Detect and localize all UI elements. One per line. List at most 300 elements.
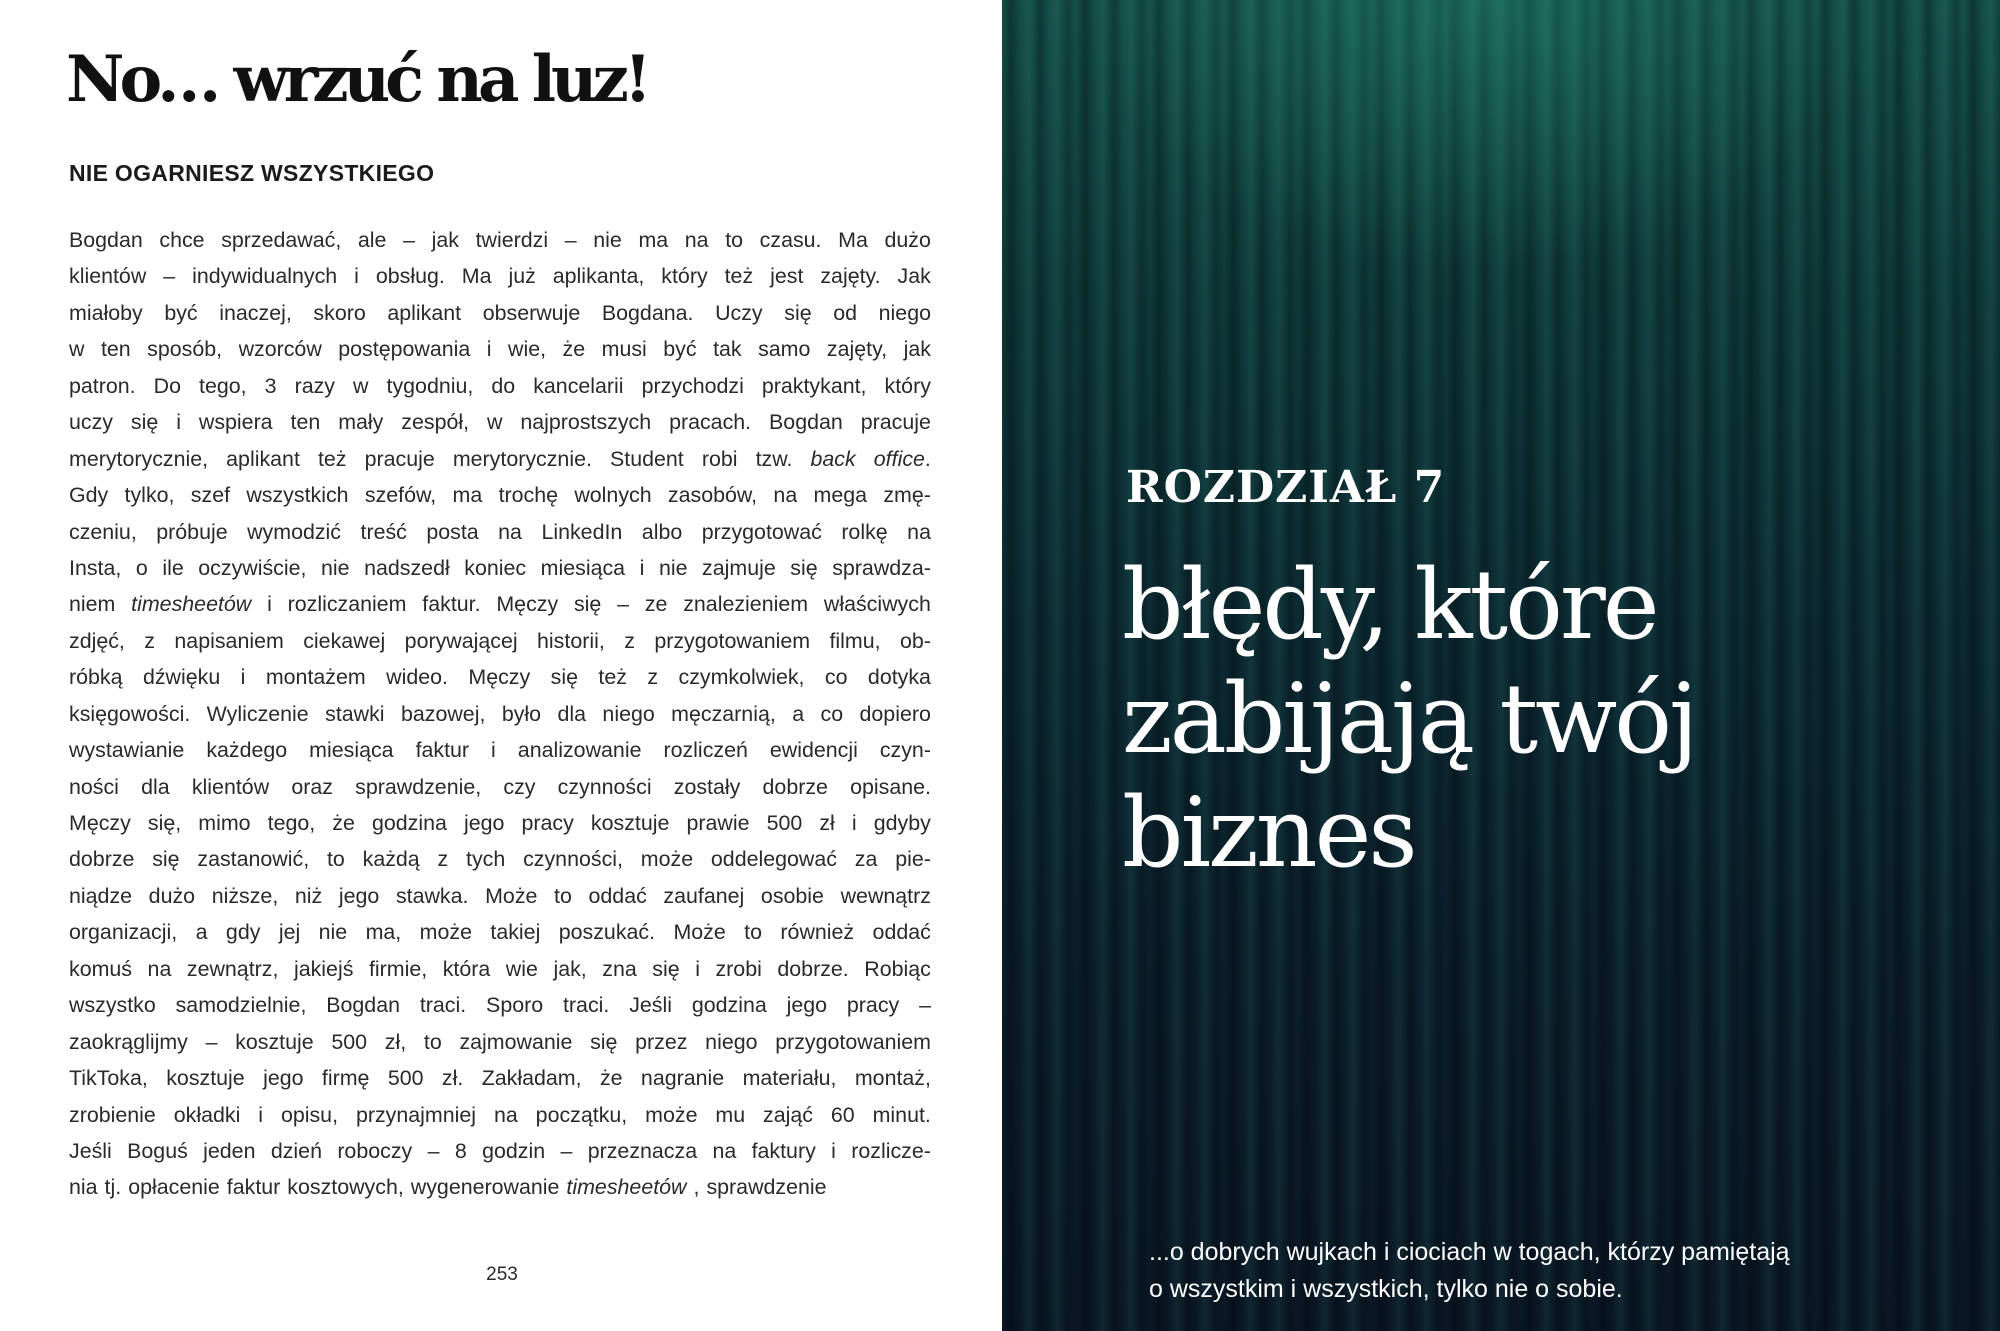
body-word: timesheetów	[131, 592, 252, 617]
body-word: zasobów,	[667, 483, 758, 508]
body-word: czynności,	[523, 847, 623, 872]
body-word: niem	[69, 592, 116, 617]
body-word: skoro	[313, 300, 366, 325]
body-word: pracuje	[364, 446, 435, 471]
body-word: mega	[813, 483, 868, 508]
body-line	[69, 331, 931, 367]
body-word: do	[491, 373, 516, 398]
body-word: Męczy	[496, 592, 559, 617]
body-word: dużo	[884, 228, 931, 252]
body-word: z	[647, 665, 659, 690]
body-word: się	[573, 592, 602, 617]
body-line	[69, 841, 931, 877]
body-word: Do	[153, 373, 181, 398]
body-word: przeznacza	[587, 1138, 698, 1163]
body-word: być	[164, 300, 198, 325]
body-line	[69, 951, 931, 987]
body-word: patron.	[69, 373, 136, 398]
body-word: że	[332, 811, 355, 835]
body-word: 500	[766, 811, 803, 835]
body-word: początku,	[535, 1102, 628, 1127]
body-word: samo	[758, 337, 811, 362]
body-word: Ma	[461, 264, 492, 289]
page-heading: No… wrzuć na luz!	[66, 42, 647, 117]
chapter-quote	[1149, 1234, 1909, 1308]
body-word: nie	[318, 920, 348, 945]
body-line	[69, 477, 931, 513]
body-word: może	[645, 1102, 698, 1127]
body-word: się	[790, 555, 818, 580]
body-word: a	[195, 920, 208, 945]
body-word: bazowej,	[400, 701, 486, 726]
body-line	[69, 732, 931, 768]
body-word: Ma	[838, 228, 868, 252]
body-word: Może	[485, 883, 538, 908]
body-word: zaufanej	[663, 883, 745, 908]
body-word: napisaniem	[174, 628, 284, 653]
body-word: tj.	[104, 1175, 122, 1200]
body-word: wie,	[508, 337, 547, 362]
body-word: zrobienie	[69, 1102, 156, 1127]
body-word: minut.	[872, 1102, 931, 1127]
body-word: czymkolwiek,	[678, 665, 805, 690]
body-word: ewidencji	[769, 738, 858, 763]
body-word: merytorycznie,	[69, 446, 209, 471]
body-word: może	[640, 847, 694, 872]
body-word: przygotowaniem	[775, 1029, 931, 1054]
body-word: że	[599, 1066, 623, 1091]
quote-line: o wszystkim i wszystkich, tylko nie o sobie.	[1149, 1275, 1623, 1303]
body-word: to	[423, 1029, 442, 1054]
body-word: dobrze.	[777, 956, 849, 981]
chapter-title	[1122, 548, 1742, 890]
body-word: a	[792, 701, 805, 726]
body-word: faktury	[751, 1138, 816, 1163]
body-word: ale	[357, 228, 387, 252]
body-word: każdego	[206, 738, 288, 763]
body-word: –	[205, 1029, 218, 1054]
body-line	[69, 805, 931, 841]
body-word: –	[919, 993, 931, 1018]
body-word: wewnątrz	[840, 883, 931, 908]
body-word: wie	[505, 956, 538, 981]
chapter-opener-page	[1002, 0, 2000, 1331]
body-word: 500	[331, 1029, 368, 1054]
body-word: na	[684, 228, 709, 252]
body-word: z	[437, 847, 449, 872]
body-word: firmie,	[368, 956, 428, 981]
body-word: ze	[644, 592, 668, 617]
body-word: zna	[602, 956, 637, 981]
body-word: się	[784, 300, 812, 325]
body-word: zmę-	[883, 483, 931, 508]
body-word: właściwych	[823, 592, 931, 617]
body-word: za	[854, 847, 878, 872]
body-word: i	[491, 738, 496, 763]
body-word: przygotowaniem	[654, 628, 811, 653]
body-word: dla	[141, 774, 170, 799]
body-word: tygodniu,	[386, 373, 474, 398]
body-word: Insta,	[69, 555, 122, 580]
body-word: co	[824, 665, 848, 690]
body-word: faktur	[415, 738, 470, 763]
body-word: –	[564, 228, 577, 252]
body-word: w	[69, 337, 85, 362]
body-word: ma	[452, 483, 483, 508]
body-word: zrobi	[715, 956, 762, 981]
body-word: Boguś	[127, 1138, 188, 1163]
body-word: tych	[466, 847, 506, 872]
body-word: i	[240, 665, 246, 690]
body-line	[69, 550, 931, 586]
body-word: rolkę	[841, 519, 888, 544]
body-line	[69, 514, 931, 550]
body-word: tzw.	[755, 446, 793, 471]
body-line	[69, 368, 931, 404]
body-word: w	[486, 410, 503, 435]
body-word: który	[884, 373, 931, 398]
body-word: przychodzi	[641, 373, 744, 398]
body-word: TikToka,	[69, 1066, 148, 1091]
body-word: też	[598, 665, 627, 690]
body-word: Sporo	[486, 993, 544, 1018]
body-word: opisu,	[280, 1102, 339, 1127]
body-word: nie	[658, 555, 688, 580]
body-word: wystawianie	[69, 738, 185, 763]
body-word: godzina	[691, 993, 767, 1018]
body-word: Bogdana.	[601, 300, 694, 325]
body-line	[69, 696, 931, 732]
body-word: wszystkich	[246, 483, 349, 508]
body-word: z	[624, 628, 635, 653]
body-word: praktykant,	[761, 373, 867, 398]
body-line	[69, 441, 931, 477]
body-word: merytorycznie.	[452, 446, 592, 471]
body-word: jest	[770, 264, 804, 289]
body-word: to	[326, 847, 345, 872]
body-word: czyn-	[879, 738, 931, 763]
body-word: obsług.	[375, 264, 445, 289]
body-word: w	[353, 373, 369, 398]
body-word: montażem	[265, 665, 366, 690]
body-word: musi	[601, 337, 647, 362]
body-word: Jeśli	[69, 1138, 112, 1163]
body-word: –	[427, 1138, 440, 1163]
body-word: aplikant	[387, 300, 462, 325]
body-word: być	[663, 337, 697, 362]
body-word: znalezieniem	[683, 592, 809, 617]
body-word: office.	[873, 446, 931, 471]
body-word: tego,	[199, 373, 247, 398]
body-word: nadszedł	[364, 555, 450, 580]
body-word: wspiera	[198, 410, 273, 435]
body-word: zewnątrz,	[186, 956, 279, 981]
body-word: już	[508, 264, 536, 289]
body-word: okładki	[173, 1102, 241, 1127]
body-word: i	[176, 410, 181, 435]
body-word: wideo.	[386, 665, 448, 690]
body-word: sposób,	[147, 337, 223, 362]
body-word: Bogdan	[69, 228, 143, 252]
body-word: też	[724, 264, 754, 289]
body-word: oraz	[291, 774, 333, 799]
body-word: klientów	[69, 264, 147, 289]
body-word: przygotować	[701, 519, 822, 544]
body-word: nia	[69, 1175, 98, 1200]
body-line	[69, 586, 931, 622]
quote-line: ...o dobrych wujkach i ciociach w togach, którzy pamiętają	[1149, 1238, 1790, 1266]
body-word: zostały	[673, 774, 741, 799]
body-line	[69, 258, 931, 294]
body-word: aplikant	[226, 446, 300, 471]
body-word: się	[130, 410, 159, 435]
body-word: filmu,	[829, 628, 881, 653]
body-word: Bogdan	[326, 993, 400, 1018]
body-word: 500	[387, 1066, 424, 1091]
body-word: i	[639, 555, 645, 580]
body-word: sprawdzenie,	[355, 774, 482, 799]
body-word: na	[907, 519, 931, 544]
body-word: zł.	[441, 1066, 464, 1091]
body-line	[69, 295, 931, 331]
body-word: dla	[557, 701, 587, 726]
section-subheading: NIE OGARNIESZ WSZYSTKIEGO	[69, 160, 435, 186]
body-word: mały	[338, 410, 384, 435]
body-word: również	[780, 920, 855, 945]
body-word: trochę	[498, 483, 559, 508]
body-word: Robiąc	[864, 956, 931, 981]
body-word: 60	[830, 1102, 855, 1127]
body-word: pracy	[521, 811, 574, 835]
body-word: miałoby	[69, 300, 143, 325]
body-word: samodzielnie,	[175, 993, 307, 1018]
body-word: szef	[190, 483, 231, 508]
body-line	[69, 1024, 931, 1060]
body-word: zł,	[384, 1029, 407, 1054]
body-word: rozliczaniem	[287, 592, 407, 617]
body-line	[69, 878, 931, 914]
body-word: od	[833, 300, 858, 325]
body-word: oczywiście,	[198, 555, 307, 580]
body-word: może	[419, 920, 472, 945]
body-word: księgowości.	[69, 701, 191, 726]
body-line	[69, 623, 931, 659]
body-word: chce	[159, 228, 205, 252]
body-word: niż	[294, 883, 323, 908]
body-word: która	[442, 956, 491, 981]
body-line	[69, 914, 931, 950]
chapter-title-line: biznes	[1122, 777, 1415, 889]
body-word: wygenerowanie	[410, 1175, 560, 1200]
body-word: materiału,	[742, 1066, 837, 1091]
body-word: ile	[162, 555, 184, 580]
body-word: poszukać.	[558, 920, 656, 945]
body-word: 8	[454, 1138, 467, 1163]
body-word: niądze	[69, 883, 133, 908]
body-word: mu	[715, 1102, 746, 1127]
body-line	[69, 1133, 931, 1169]
body-word: który	[661, 264, 708, 289]
body-word: wymodzić	[247, 519, 342, 544]
body-word: –	[617, 592, 630, 617]
body-word: twierdzi	[475, 228, 549, 252]
body-word: organizacji,	[69, 920, 178, 945]
body-word: firmę	[321, 1066, 370, 1091]
body-word: oddelegować	[710, 847, 837, 872]
chapter-label: ROZDZIAŁ 7	[1126, 462, 1446, 513]
body-word: przynajmniej	[355, 1102, 477, 1127]
body-word: prawie	[686, 811, 750, 835]
body-word: i	[354, 264, 359, 289]
body-word: to	[725, 228, 744, 252]
body-word: to	[554, 883, 572, 908]
page-number: 253	[486, 1264, 518, 1285]
body-word: i	[267, 592, 272, 617]
body-word: kosztuje	[235, 1029, 314, 1054]
body-word: pracy	[846, 993, 900, 1018]
body-word: i	[831, 1138, 836, 1163]
body-word: wolnych	[574, 483, 652, 508]
body-word: z	[144, 628, 155, 653]
body-word: kancelarii	[533, 373, 624, 398]
body-line	[69, 222, 931, 258]
body-word: Męczy	[468, 665, 531, 690]
body-word: ma,	[365, 920, 402, 945]
body-word: kosztuje	[166, 1066, 245, 1091]
body-word: męczarnią,	[671, 701, 776, 726]
body-line	[69, 1169, 931, 1205]
body-word: –	[560, 1138, 573, 1163]
body-word: niego	[705, 1029, 758, 1054]
body-word: –	[403, 228, 415, 252]
body-word: niższe,	[211, 883, 279, 908]
body-word: zdjęć,	[69, 628, 125, 653]
body-word: dzień	[270, 1138, 322, 1163]
body-word: ciekawej	[303, 628, 386, 653]
body-word: faktur	[226, 1175, 281, 1200]
body-word: i	[851, 811, 857, 835]
body-word: było	[501, 701, 542, 726]
body-word: sprzedawać,	[221, 228, 342, 252]
body-word: oddać	[588, 883, 647, 908]
body-word: Jak	[897, 264, 931, 289]
body-word: mimo	[198, 811, 251, 835]
body-word: ten	[100, 337, 131, 362]
body-word: dobrze	[762, 774, 828, 799]
body-word: traci.	[419, 993, 467, 1018]
body-word: najprostszych	[520, 410, 652, 435]
body-word: się	[652, 956, 680, 981]
body-word: zastanowić,	[197, 847, 310, 872]
body-word: się	[550, 665, 578, 690]
body-word: Zakładam,	[481, 1066, 582, 1091]
body-word: co	[820, 701, 844, 726]
body-word: ma	[638, 228, 669, 252]
body-word: posta	[426, 519, 479, 544]
body-word: niego	[878, 300, 931, 325]
body-word: stawki	[325, 701, 385, 726]
body-word: zaokrąglijmy	[69, 1029, 188, 1054]
body-word: faktur.	[422, 592, 481, 617]
body-word: się	[152, 847, 180, 872]
body-word: historii,	[537, 628, 605, 653]
body-word: rozlicze-	[851, 1138, 931, 1163]
body-word: 3	[264, 373, 277, 398]
body-word: indywidualnych	[192, 264, 338, 289]
body-word: kosztuje	[590, 811, 670, 835]
body-word: jego	[263, 1066, 304, 1091]
body-word: jak	[903, 337, 931, 362]
chapter-title-line: błędy, które	[1122, 549, 1657, 661]
body-line	[69, 659, 931, 695]
body-word: oddać	[872, 920, 931, 945]
chapter-title-line: zabijają twój	[1122, 663, 1696, 775]
body-word: i	[486, 337, 492, 362]
body-word: sprawdzenie	[706, 1175, 827, 1200]
body-word: albo	[641, 519, 683, 544]
body-word: gdyby	[873, 811, 931, 835]
body-word: ności	[69, 774, 119, 799]
body-word: koniec	[464, 555, 527, 580]
body-word: osobie	[760, 883, 824, 908]
body-word: wszystko	[69, 993, 156, 1018]
body-word: kosztowych,	[287, 1175, 404, 1200]
body-word: jego	[786, 993, 828, 1018]
body-word: dopiero	[859, 701, 931, 726]
body-word: jego	[463, 811, 505, 835]
body-word: róbką	[69, 665, 123, 690]
body-word: timesheetów ,	[566, 1175, 700, 1200]
body-word: stawka.	[395, 883, 469, 908]
body-word: zajmuje	[702, 555, 776, 580]
body-word: się,	[147, 811, 182, 835]
body-word: godzina	[371, 811, 447, 835]
body-word: tak	[713, 337, 742, 362]
body-word: jego	[338, 883, 380, 908]
body-word: sprawdza-	[832, 555, 931, 580]
body-word: na	[498, 519, 522, 544]
body-word: Bogdan	[769, 410, 843, 435]
body-word: Wyliczenie	[206, 701, 309, 726]
body-word: dźwięku	[142, 665, 221, 690]
body-word: miesiąca	[309, 738, 394, 763]
body-word: jej	[278, 920, 301, 945]
body-word: analizowanie	[517, 738, 642, 763]
body-word: to	[744, 920, 763, 945]
body-word: wzorców	[238, 337, 322, 362]
body-word: dobrze	[69, 847, 135, 872]
body-word: dużo	[148, 883, 196, 908]
body-word: szefów,	[364, 483, 437, 508]
body-word: o	[135, 555, 148, 580]
body-text	[69, 222, 931, 1206]
body-line	[69, 769, 931, 805]
body-word: rozliczeń	[663, 738, 748, 763]
body-word: nie	[593, 228, 622, 252]
body-word: zajęty.	[820, 264, 881, 289]
body-word: ob-	[900, 628, 931, 653]
body-word: –	[163, 264, 176, 289]
body-word: że	[562, 337, 586, 362]
body-word: godzin	[482, 1138, 546, 1163]
body-word: ten	[290, 410, 321, 435]
body-word: obserwuje	[482, 300, 581, 325]
body-word: LinkedIn	[541, 519, 623, 544]
body-word: opisane.	[850, 774, 931, 799]
body-word: jeden	[203, 1138, 256, 1163]
body-word: Uczy	[715, 300, 763, 325]
body-word: na	[773, 483, 798, 508]
